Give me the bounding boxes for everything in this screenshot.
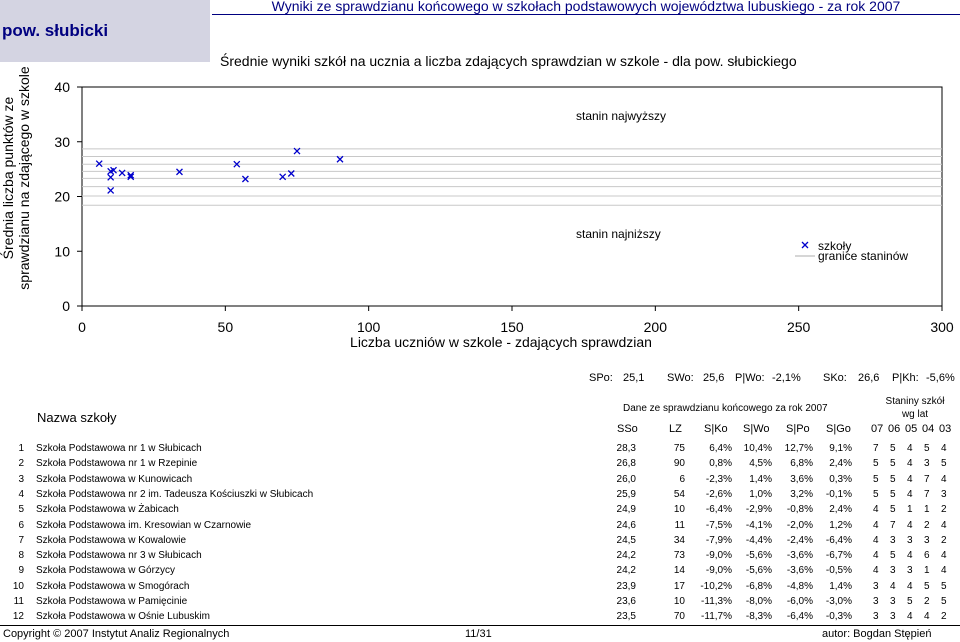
cell-n: 8 — [18, 550, 24, 562]
cell-ko: -2,3% — [705, 473, 732, 485]
stanine-group-header: Staniny szkół wg lat — [885, 396, 945, 420]
cell-wo: 4,5% — [749, 458, 772, 470]
cell-po: -6,4% — [786, 611, 813, 623]
cell-lz: 17 — [673, 580, 685, 592]
cell-lz: 10 — [673, 596, 685, 607]
region-title: pow. słubicki — [2, 21, 109, 40]
cell-go: -3,0% — [825, 596, 852, 607]
cell-stanine: 4 — [907, 488, 913, 500]
cell-po: 3,6% — [790, 473, 813, 485]
name-column-header: Nazwa szkoły — [37, 410, 117, 425]
cell-stanine: 4 — [907, 580, 913, 592]
x-tick-label: 50 — [217, 319, 234, 335]
swo-label: SWo: — [667, 372, 694, 384]
cell-stanine: 5 — [873, 488, 879, 500]
cell-sso: 28,3 — [616, 443, 636, 454]
cell-ko: -9,0% — [705, 550, 732, 562]
cell-n: 3 — [18, 473, 24, 485]
year-header: 07 — [871, 423, 884, 435]
cell-po: -2,0% — [786, 519, 813, 531]
cell-go: 1,2% — [829, 519, 852, 531]
cell-po: 6,8% — [790, 458, 813, 470]
cell-name: Szkoła Podstawowa w Kowalowie — [36, 534, 187, 546]
cell-wo: -5,6% — [745, 550, 772, 562]
cell-lz: 73 — [673, 550, 685, 562]
cell-go: -0,5% — [825, 565, 852, 577]
cell-stanine: 4 — [873, 565, 879, 577]
y-axis-title: Średnia liczba punktów ze sprawdzianu na zdającego w szkole — [0, 66, 32, 290]
cell-wo: -8,0% — [745, 596, 772, 607]
cell-stanine: 7 — [890, 519, 896, 531]
column-header: S|Wo — [743, 423, 770, 435]
cell-stanine: 3 — [890, 611, 896, 623]
school-point — [176, 169, 182, 175]
cell-po: -3,6% — [786, 565, 813, 577]
cell-ko: 0,8% — [709, 458, 732, 470]
cell-wo: 1,4% — [749, 473, 772, 485]
x-tick-label: 100 — [356, 319, 381, 335]
cell-po: -0,8% — [786, 504, 813, 516]
author: autor: Bogdan Stępień — [822, 628, 932, 640]
year-header: 04 — [922, 423, 935, 435]
data-group-header: Dane ze sprawdzianu końcowego za rok 2007 — [623, 403, 828, 414]
cell-stanine: 5 — [890, 473, 896, 485]
stanin-top-annotation: stanin najwyższy — [576, 109, 667, 123]
cell-stanine: 3 — [873, 596, 879, 607]
cell-go: 2,4% — [829, 458, 852, 470]
cell-wo: -5,6% — [745, 565, 772, 577]
cell-n: 2 — [18, 458, 24, 470]
cell-stanine: 3 — [924, 534, 930, 546]
school-point — [242, 176, 248, 182]
cell-n: 9 — [18, 565, 24, 577]
cell-stanine: 4 — [941, 473, 947, 485]
cell-wo: -8,3% — [745, 611, 772, 623]
cell-sso: 23,9 — [616, 580, 636, 592]
cell-n: 12 — [12, 611, 24, 623]
cell-n: 6 — [18, 519, 24, 531]
cell-go: -6,7% — [825, 550, 852, 562]
cell-stanine: 5 — [941, 596, 947, 607]
cell-n: 4 — [18, 488, 24, 500]
cell-po: -4,8% — [786, 580, 813, 592]
cell-lz: 54 — [673, 488, 685, 500]
cell-stanine: 6 — [924, 550, 930, 562]
cell-lz: 75 — [673, 443, 685, 454]
cell-ko: -7,9% — [705, 534, 732, 546]
cell-stanine: 7 — [873, 443, 879, 454]
cell-stanine: 2 — [941, 534, 947, 546]
y-tick-label: 40 — [54, 79, 70, 95]
table-row — [0, 474, 960, 489]
cell-stanine: 1 — [907, 504, 913, 516]
column-header: S|Ko — [704, 423, 728, 435]
cell-sso: 26,8 — [616, 458, 636, 470]
cell-stanine: 3 — [941, 488, 947, 500]
cell-wo: 1,0% — [749, 488, 772, 500]
cell-go: 0,3% — [829, 473, 852, 485]
cell-sso: 23,6 — [616, 596, 636, 607]
cell-stanine: 4 — [941, 550, 947, 562]
page-number: 11/31 — [465, 628, 492, 640]
cell-wo: -4,1% — [745, 519, 772, 531]
cell-go: 2,4% — [829, 504, 852, 516]
cell-lz: 14 — [673, 565, 685, 577]
cell-stanine: 3 — [873, 580, 879, 592]
cell-ko: -10,2% — [700, 580, 732, 592]
cell-po: -6,0% — [786, 596, 813, 607]
cell-name: Szkoła Podstawowa nr 1 w Rzepinie — [36, 458, 198, 470]
cell-n: 5 — [18, 504, 24, 516]
cell-sso: 24,9 — [616, 504, 636, 516]
cell-name: Szkoła Podstawowa nr 3 w Słubicach — [36, 550, 202, 562]
cell-stanine: 5 — [924, 443, 930, 454]
cell-ko: -9,0% — [705, 565, 732, 577]
cell-ko: -11,3% — [701, 596, 732, 607]
cell-stanine: 1 — [924, 504, 930, 516]
cell-lz: 70 — [673, 611, 685, 623]
legend-label-schools: szkoły — [818, 239, 852, 253]
cell-stanine: 3 — [907, 534, 913, 546]
cell-stanine: 4 — [941, 565, 947, 577]
cell-sso: 26,0 — [616, 473, 636, 485]
cell-n: 11 — [13, 596, 24, 607]
report-title: Wyniki ze sprawdzianu końcowego w szkołach podstawowych województwa lubuskiego - za rok 2007 — [271, 0, 901, 14]
cell-po: 3,2% — [790, 488, 813, 500]
cell-stanine: 4 — [907, 519, 913, 531]
cell-name: Szkoła Podstawowa w Pamięcinie — [36, 596, 188, 607]
plot-area — [82, 87, 942, 306]
cell-stanine: 4 — [873, 534, 879, 546]
cell-n: 10 — [12, 580, 24, 592]
table-row — [0, 535, 960, 550]
pwo-value: -2,1% — [772, 372, 801, 384]
swo-value: 25,6 — [703, 372, 725, 384]
cell-stanine: 4 — [873, 504, 879, 516]
table-row — [0, 504, 960, 519]
cell-stanine: 4 — [941, 443, 947, 454]
year-header: 06 — [888, 423, 901, 435]
cell-stanine: 5 — [890, 458, 896, 470]
cell-sso: 23,5 — [616, 611, 636, 623]
stanin-bottom-annotation: stanin najniższy — [576, 227, 661, 241]
cell-go: -0,1% — [825, 488, 852, 500]
cell-wo: -2,9% — [745, 504, 772, 516]
pwo-label: P|Wo: — [735, 372, 765, 384]
cell-wo: -6,8% — [745, 580, 772, 592]
cell-stanine: 4 — [873, 550, 879, 562]
y-tick-label: 0 — [62, 298, 70, 314]
cell-stanine: 2 — [941, 504, 947, 516]
cell-stanine: 5 — [941, 458, 947, 470]
cell-ko: -11,7% — [701, 611, 732, 623]
column-header: S|Go — [826, 423, 851, 435]
spo-value: 25,1 — [623, 372, 645, 384]
school-point — [96, 161, 102, 167]
cell-stanine: 4 — [941, 519, 947, 531]
cell-name: Szkoła Podstawowa w Kunowicach — [36, 473, 193, 485]
chart-title: Średnie wyniki szkół na ucznia a liczba zdających sprawdzian w szkole - dla pow. słubickiego — [220, 53, 797, 69]
y-tick-label: 20 — [54, 188, 70, 205]
x-tick-label: 0 — [78, 319, 86, 335]
cell-stanine: 3 — [873, 611, 879, 623]
cell-stanine: 2 — [924, 596, 930, 607]
cell-lz: 10 — [673, 504, 685, 516]
cell-ko: -7,5% — [705, 519, 732, 531]
legend-label-bounds: granice staninów — [818, 249, 909, 263]
cell-stanine: 5 — [890, 550, 896, 562]
cell-stanine: 5 — [890, 443, 896, 454]
y-tick-label: 30 — [54, 133, 70, 150]
table-row — [0, 565, 960, 580]
cell-stanine: 4 — [924, 611, 930, 623]
y-tick-label: 10 — [54, 243, 70, 260]
cell-name: Szkoła Podstawowa nr 2 im. Tadeusza Kościuszki w Słubicach — [36, 488, 314, 500]
cell-stanine: 3 — [907, 565, 913, 577]
cell-name: Szkoła Podstawowa nr 1 w Słubicach — [36, 443, 202, 454]
cell-name: Szkoła Podstawowa w Górzycy — [36, 565, 175, 577]
x-tick-label: 200 — [643, 319, 668, 335]
cell-go: -6,4% — [825, 534, 852, 546]
cell-go: 1,4% — [829, 580, 852, 592]
cell-stanine: 3 — [924, 458, 930, 470]
cell-po: -2,4% — [786, 534, 813, 546]
cell-n: 7 — [18, 534, 24, 546]
cell-lz: 90 — [673, 458, 685, 470]
table-row — [0, 489, 960, 504]
column-header: S|Po — [786, 423, 810, 435]
legend-marker-schools — [802, 242, 808, 248]
table-row — [0, 550, 960, 565]
cell-lz: 34 — [673, 534, 685, 546]
cell-ko: -2,6% — [705, 488, 732, 500]
cell-stanine: 4 — [907, 473, 913, 485]
spo-label: SPo: — [589, 372, 613, 384]
sko-label: SKo: — [823, 372, 847, 384]
cell-stanine: 5 — [907, 596, 913, 607]
pkh-label: P|Kh: — [892, 372, 919, 384]
cell-name: Szkoła Podstawowa im. Kresowian w Czarnowie — [36, 519, 252, 531]
cell-stanine: 7 — [924, 488, 930, 500]
table-row — [0, 596, 960, 611]
cell-stanine: 5 — [890, 504, 896, 516]
x-tick-label: 150 — [500, 319, 524, 335]
cell-ko: 6,4% — [709, 443, 732, 454]
cell-po: 12,7% — [784, 443, 813, 454]
x-axis-title: Liczba uczniów w szkole - zdających sprawdzian — [350, 334, 652, 350]
cell-stanine: 4 — [907, 611, 913, 623]
cell-stanine: 3 — [890, 565, 896, 577]
school-point — [337, 156, 343, 162]
cell-stanine: 5 — [941, 580, 947, 592]
cell-stanine: 4 — [907, 550, 913, 562]
cell-stanine: 3 — [890, 534, 896, 546]
cell-stanine: 2 — [941, 611, 947, 623]
cell-sso: 24,5 — [616, 534, 636, 546]
cell-ko: -6,4% — [705, 504, 732, 516]
cell-stanine: 7 — [924, 473, 930, 485]
cell-sso: 25,9 — [616, 488, 636, 500]
cell-stanine: 1 — [924, 565, 930, 577]
footer-divider — [0, 625, 960, 626]
cell-sso: 24,2 — [616, 550, 636, 562]
cell-stanine: 4 — [907, 458, 913, 470]
cell-stanine: 4 — [907, 443, 913, 454]
cell-stanine: 5 — [873, 458, 879, 470]
copyright: Copyright © 2007 Instytut Analiz Regionalnych — [3, 628, 230, 640]
cell-go: -0,3% — [825, 611, 852, 623]
table-row — [0, 520, 960, 535]
cell-wo: -4,4% — [745, 534, 772, 546]
cell-lz: 11 — [674, 519, 685, 531]
cell-stanine: 5 — [873, 473, 879, 485]
cell-name: Szkoła Podstawowa w Żabicach — [36, 504, 179, 516]
cell-n: 1 — [18, 443, 24, 454]
year-header: 03 — [939, 423, 952, 435]
cell-sso: 24,6 — [616, 519, 636, 531]
cell-stanine: 5 — [890, 488, 896, 500]
cell-po: -3,6% — [786, 550, 813, 562]
table-row — [0, 458, 960, 473]
cell-stanine: 5 — [924, 580, 930, 592]
year-header: 05 — [905, 423, 918, 435]
cell-sso: 24,2 — [616, 565, 636, 577]
x-tick-label: 250 — [786, 319, 811, 335]
cell-name: Szkoła Podstawowa w Ośnie Lubuskim — [36, 611, 210, 623]
cell-stanine: 4 — [873, 519, 879, 531]
pkh-value: -5,6% — [926, 372, 955, 384]
column-header: SSo — [617, 423, 638, 435]
cell-go: 9,1% — [829, 443, 852, 454]
cell-name: Szkoła Podstawowa w Smogórach — [36, 580, 190, 592]
cell-lz: 6 — [679, 473, 685, 485]
cell-wo: 10,4% — [743, 443, 772, 454]
sko-value: 26,6 — [858, 372, 880, 384]
column-header: LZ — [669, 423, 682, 435]
cell-stanine: 2 — [924, 519, 930, 531]
x-tick-label: 300 — [930, 319, 954, 335]
table-row — [0, 443, 960, 458]
table-row — [0, 581, 960, 596]
cell-stanine: 3 — [890, 596, 896, 607]
school-point — [108, 174, 114, 180]
cell-stanine: 4 — [890, 580, 896, 592]
school-point — [108, 187, 114, 193]
